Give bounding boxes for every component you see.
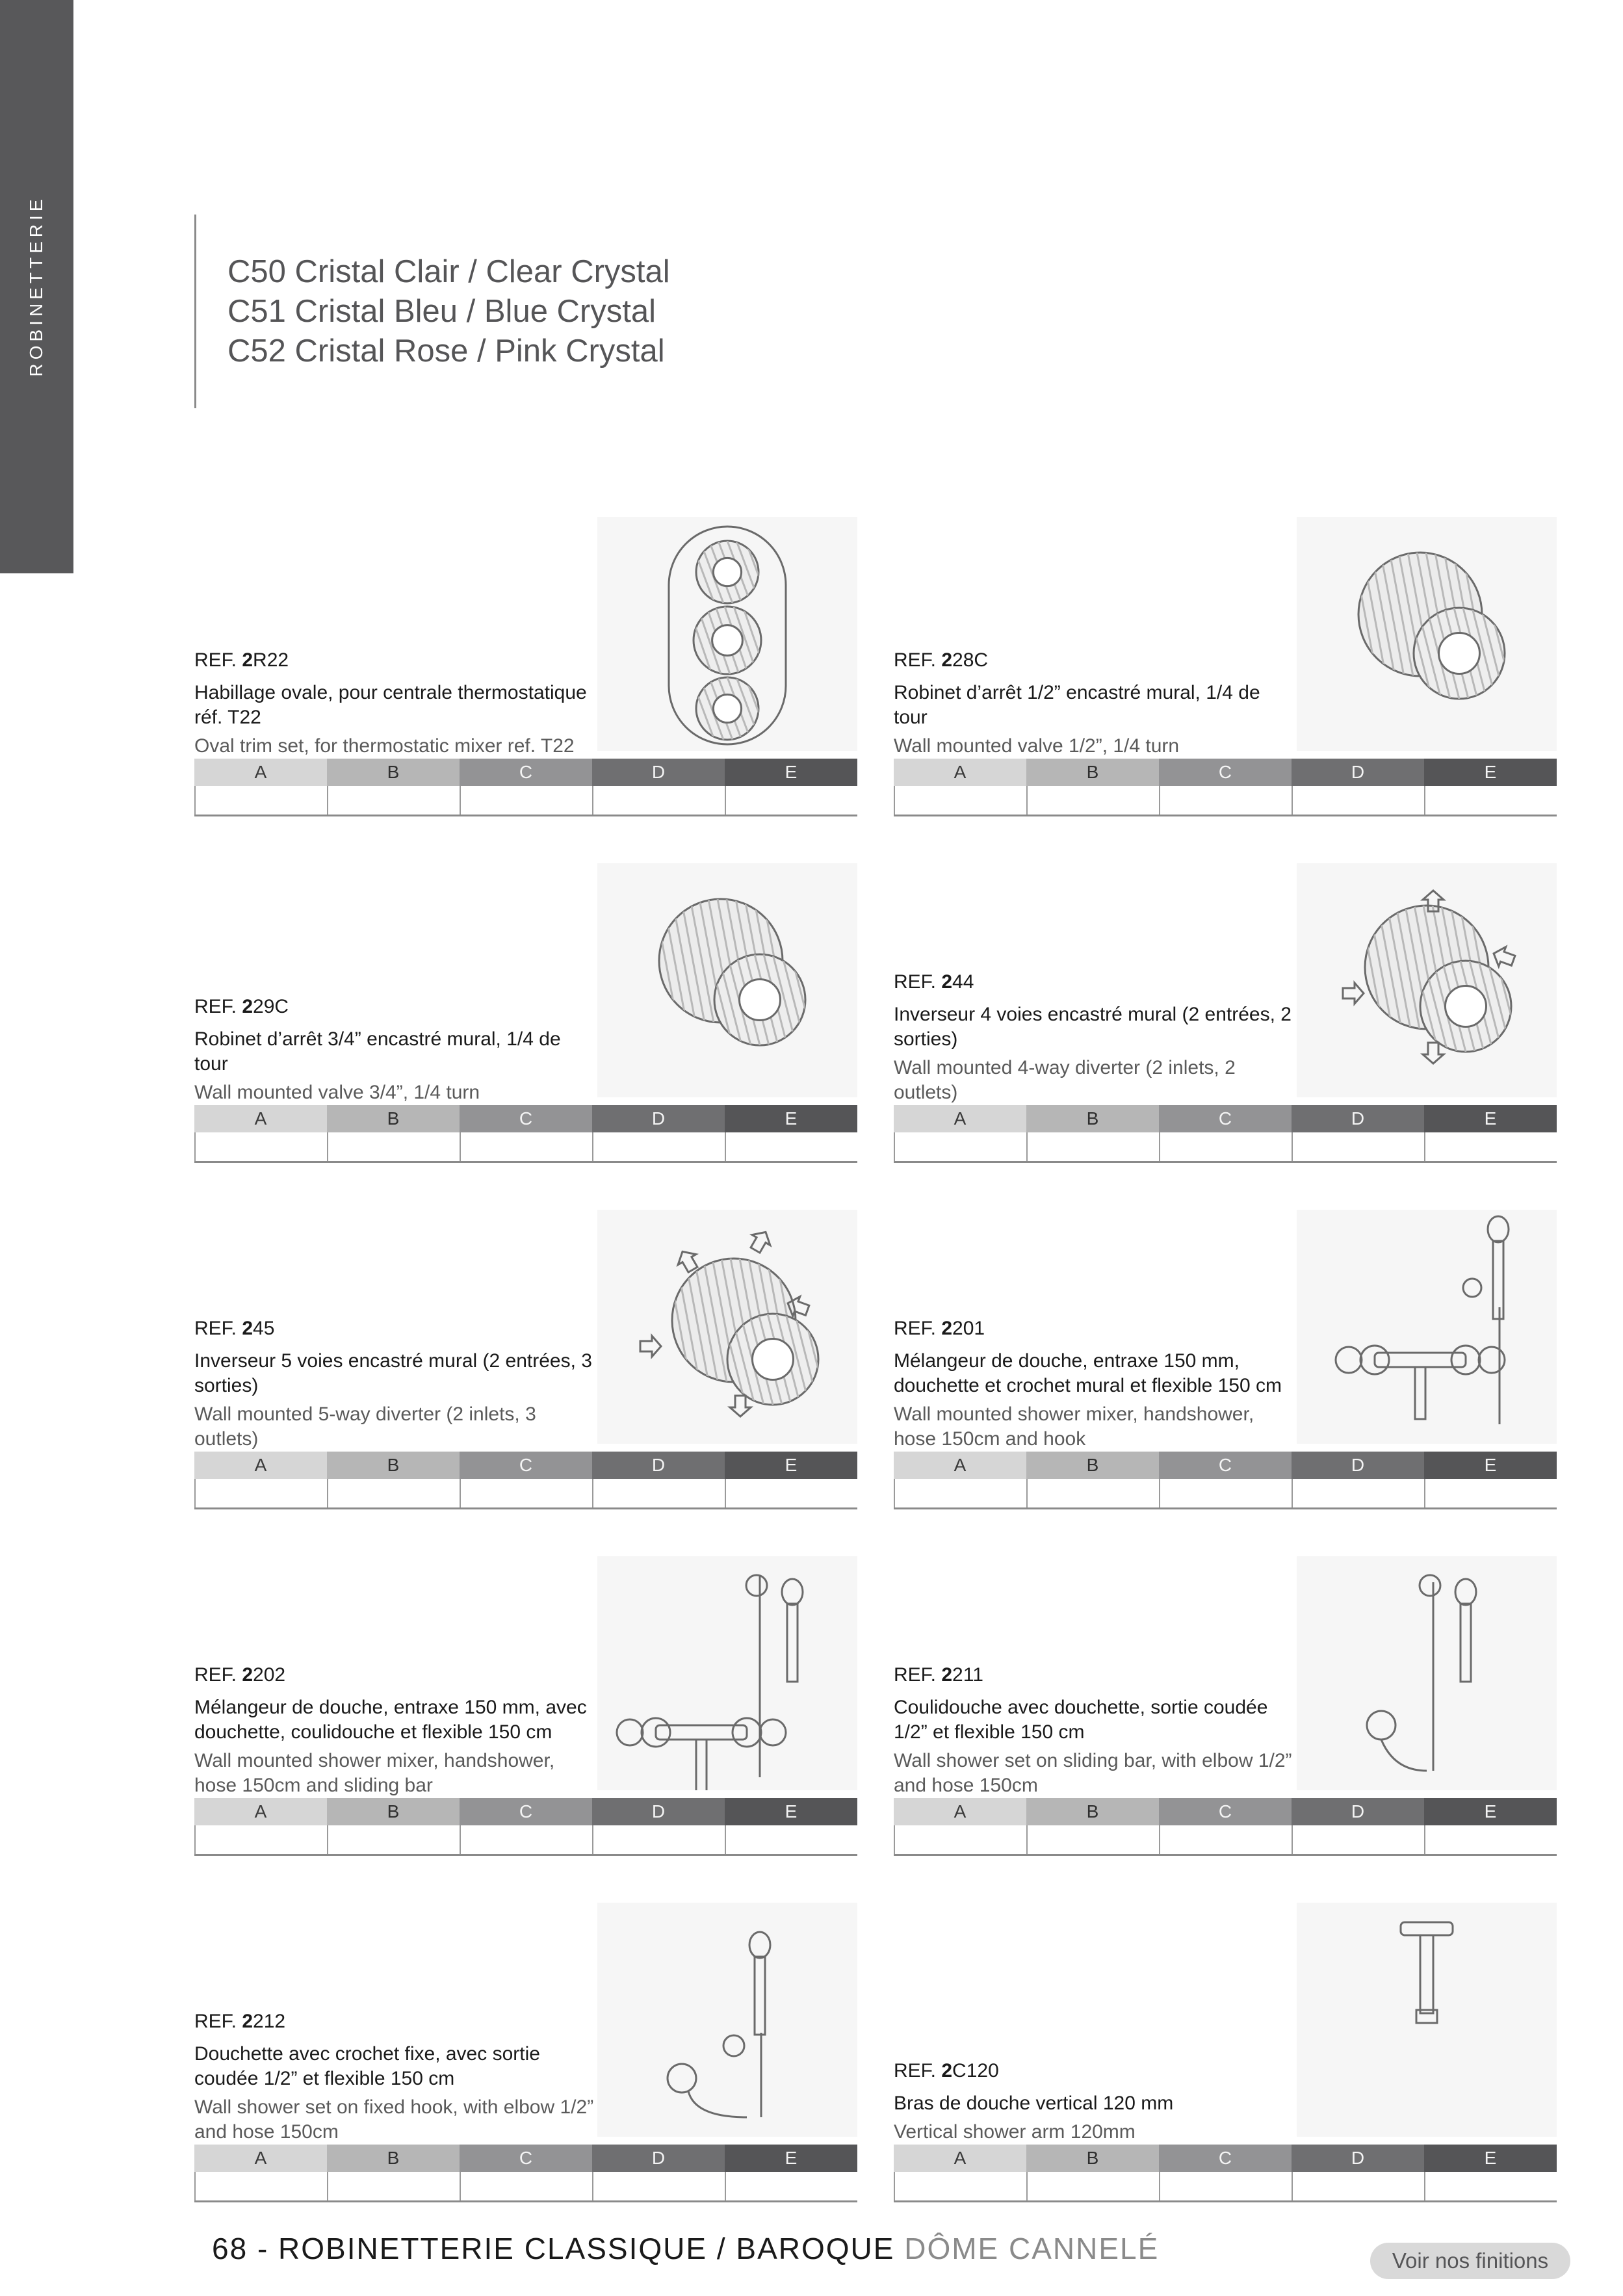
- finish-table: [194, 1798, 857, 1855]
- finish-column-c: C: [1159, 1105, 1292, 1132]
- ref-collection-digit: 2: [242, 2011, 253, 2032]
- finish-cell: [1424, 1825, 1557, 1854]
- finish-column-e: E: [725, 759, 857, 786]
- ref-prefix: REF.: [894, 971, 942, 993]
- finish-column-e: E: [1424, 2145, 1557, 2172]
- ref-code: C120: [952, 2060, 999, 2081]
- finish-column-b: B: [1026, 1105, 1159, 1132]
- product-description-fr: Coulidouche avec douchette, sortie coudée 1/2” et flexible 150 cm: [894, 1697, 1268, 1743]
- finish-cell: [1424, 1479, 1557, 1507]
- finish-column-d: D: [592, 1798, 725, 1825]
- finish-cell: [327, 786, 460, 815]
- finish-cell: [725, 1825, 857, 1854]
- finish-column-a: A: [894, 1452, 1026, 1479]
- product-description-fr: Mélangeur de douche, entraxe 150 mm, douchette et crochet mural et flexible 150 cm: [894, 1350, 1282, 1396]
- shower-arm-icon: [1297, 1903, 1557, 2137]
- ref-prefix: REF.: [194, 649, 242, 671]
- ref-code: 202: [253, 1664, 286, 1686]
- product-description-en: Vertical shower arm 120mm: [894, 2121, 1136, 2143]
- side-tab: [0, 0, 73, 573]
- finish-column-c: C: [460, 1798, 592, 1825]
- finish-column-b: B: [1026, 2145, 1159, 2172]
- finish-column-a: A: [194, 1798, 327, 1825]
- product-description-fr: Habillage ovale, pour centrale thermostatique réf. T22: [194, 682, 587, 728]
- finish-table: [894, 759, 1557, 816]
- ref-collection-digit: 2: [242, 1318, 253, 1339]
- ref-collection-digit: 2: [941, 1664, 953, 1686]
- product-description-fr: Robinet d’arrêt 1/2” encastré mural, 1/4 de tour: [894, 682, 1260, 728]
- finish-table: [194, 1452, 857, 1509]
- finish-cell: [194, 2172, 327, 2200]
- finish-header-row: [194, 1452, 857, 1479]
- ref-collection-digit: 2: [242, 649, 253, 671]
- finish-cell: [725, 1132, 857, 1161]
- finish-column-b: B: [327, 759, 460, 786]
- finish-column-d: D: [592, 2145, 725, 2172]
- footer-collection: DÔME CANNELÉ: [904, 2232, 1160, 2265]
- finish-column-d: D: [1292, 1798, 1424, 1825]
- ref-collection-digit: 2: [242, 996, 253, 1017]
- finish-cell: [460, 1825, 592, 1854]
- product-description-fr: Mélangeur de douche, entraxe 150 mm, avec douchette, coulidouche et flexible 150 cm: [194, 1697, 587, 1743]
- product-image: [1297, 1210, 1557, 1444]
- ref-prefix: REF.: [194, 1664, 242, 1686]
- finish-column-d: D: [1292, 1105, 1424, 1132]
- product-image: [1297, 1556, 1557, 1790]
- product-ref: [894, 648, 1297, 673]
- finish-column-e: E: [1424, 759, 1557, 786]
- finish-cell: [1424, 786, 1557, 815]
- finish-value-row: [194, 2172, 857, 2202]
- product-description-fr: Bras de douche vertical 120 mm: [894, 2093, 1174, 2114]
- finish-column-a: A: [194, 1105, 327, 1132]
- finish-cell: [592, 1479, 725, 1507]
- finish-column-b: B: [327, 1798, 460, 1825]
- finish-column-b: B: [327, 1105, 460, 1132]
- finish-cell: [1424, 1132, 1557, 1161]
- finish-cell: [1026, 1825, 1159, 1854]
- product-text: [194, 2009, 597, 2145]
- finish-table: [194, 1105, 857, 1162]
- finish-column-e: E: [1424, 1105, 1557, 1132]
- finish-column-d: D: [592, 1452, 725, 1479]
- product-ref: [894, 2059, 1297, 2083]
- finish-column-e: E: [725, 1452, 857, 1479]
- ref-code: 29C: [253, 996, 289, 1017]
- finish-header-row: [894, 1105, 1557, 1132]
- finish-cell: [1026, 1132, 1159, 1161]
- finish-value-row: [894, 1479, 1557, 1509]
- finish-cell: [894, 786, 1026, 815]
- product-card-244: [894, 863, 1557, 1162]
- finish-cell: [1292, 786, 1424, 815]
- ref-prefix: REF.: [194, 1318, 242, 1339]
- ref-collection-digit: 2: [941, 649, 953, 671]
- finish-cell: [327, 2172, 460, 2200]
- finish-header-row: [194, 759, 857, 786]
- finish-column-c: C: [460, 1105, 592, 1132]
- product-card-2211: [894, 1556, 1557, 1855]
- finish-value-row: [194, 1479, 857, 1509]
- product-ref: [894, 1316, 1297, 1341]
- wall-valve-icon: [597, 863, 857, 1097]
- product-image: [597, 863, 857, 1097]
- finish-column-e: E: [725, 1798, 857, 1825]
- see-finishes-button[interactable]: Voir nos finitions: [1370, 2243, 1570, 2279]
- finish-column-c: C: [460, 759, 592, 786]
- product-card-2201: [894, 1210, 1557, 1509]
- shower-mixer-bar-icon: [597, 1556, 857, 1790]
- finish-header-row: [894, 759, 1557, 786]
- product-image: [597, 1556, 857, 1790]
- product-image: [597, 517, 857, 751]
- finish-value-row: [194, 1132, 857, 1163]
- finish-value-row: [894, 1132, 1557, 1163]
- product-text: [194, 1316, 597, 1452]
- finish-cell: [725, 2172, 857, 2200]
- product-image: [597, 1210, 857, 1444]
- product-description-fr: Douchette avec crochet fixe, avec sortie coudée 1/2” et flexible 150 cm: [194, 2043, 540, 2089]
- finish-column-e: E: [1424, 1798, 1557, 1825]
- finish-column-d: D: [1292, 759, 1424, 786]
- finish-table: [894, 1452, 1557, 1509]
- finish-cell: [194, 1132, 327, 1161]
- finish-cell: [1292, 1825, 1424, 1854]
- ref-prefix: REF.: [894, 2060, 942, 2081]
- product-description-en: Wall shower set on sliding bar, with elbow 1/2” and hose 150cm: [894, 1750, 1292, 1796]
- ref-collection-digit: 2: [941, 2060, 953, 2081]
- product-image: [1297, 1903, 1557, 2137]
- product-text: [194, 1663, 597, 1798]
- product-card-2c120: [894, 1903, 1557, 2202]
- finish-column-a: A: [194, 759, 327, 786]
- finish-cell: [894, 2172, 1026, 2200]
- finish-cell: [894, 1825, 1026, 1854]
- ref-code: 211: [952, 1664, 983, 1686]
- finish-column-e: E: [725, 2145, 857, 2172]
- product-ref: [194, 648, 597, 673]
- oval-trim-icon: [597, 517, 857, 751]
- finish-cell: [460, 1479, 592, 1507]
- page-footer: [212, 2231, 1159, 2266]
- finish-column-c: C: [460, 1452, 592, 1479]
- product-text: [894, 970, 1297, 1105]
- product-card-2212: [194, 1903, 857, 2202]
- finish-column-b: B: [327, 1452, 460, 1479]
- product-card-2202: [194, 1556, 857, 1855]
- finish-column-e: E: [725, 1105, 857, 1132]
- ref-code: 212: [253, 2011, 286, 2032]
- finish-header-row: [194, 1798, 857, 1825]
- header-line: C51 Cristal Bleu / Blue Crystal: [227, 294, 656, 329]
- finish-cell: [1292, 1132, 1424, 1161]
- finish-value-row: [894, 786, 1557, 816]
- finish-value-row: [194, 1825, 857, 1856]
- finish-cell: [1026, 2172, 1159, 2200]
- finish-column-e: E: [1424, 1452, 1557, 1479]
- finish-value-row: [194, 786, 857, 816]
- finish-column-d: D: [1292, 1452, 1424, 1479]
- product-ref: [894, 970, 1297, 995]
- ref-code: 45: [253, 1318, 275, 1339]
- finish-column-a: A: [194, 2145, 327, 2172]
- product-ref: [194, 2009, 597, 2034]
- finish-cell: [592, 1825, 725, 1854]
- finish-column-a: A: [894, 2145, 1026, 2172]
- finish-cell: [1159, 1825, 1292, 1854]
- product-description-en: Wall mounted 4-way diverter (2 inlets, 2 outlets): [894, 1057, 1236, 1103]
- finish-column-c: C: [460, 2145, 592, 2172]
- finish-column-b: B: [1026, 1798, 1159, 1825]
- ref-prefix: REF.: [894, 649, 942, 671]
- finish-column-a: A: [894, 759, 1026, 786]
- finish-column-d: D: [1292, 2145, 1424, 2172]
- finish-table: [894, 2145, 1557, 2202]
- product-card-2r22: [194, 517, 857, 816]
- finish-value-row: [894, 2172, 1557, 2202]
- finish-cell: [592, 1132, 725, 1161]
- finish-cell: [327, 1825, 460, 1854]
- finish-header-row: [894, 2145, 1557, 2172]
- product-text: [894, 648, 1297, 759]
- product-description-fr: Inverseur 4 voies encastré mural (2 entrées, 2 sorties): [894, 1004, 1292, 1050]
- ref-prefix: REF.: [194, 996, 242, 1017]
- finish-column-c: C: [1159, 2145, 1292, 2172]
- product-description-en: Wall mounted 5-way diverter (2 inlets, 3 outlets): [194, 1403, 536, 1450]
- finish-cell: [327, 1479, 460, 1507]
- product-card-229c: [194, 863, 857, 1162]
- finish-cell: [1159, 2172, 1292, 2200]
- finish-cell: [894, 1132, 1026, 1161]
- finish-column-c: C: [1159, 759, 1292, 786]
- finish-column-d: D: [592, 1105, 725, 1132]
- ref-code: 44: [952, 971, 974, 993]
- finish-cell: [592, 786, 725, 815]
- product-card-245: [194, 1210, 857, 1509]
- diverter-5way-icon: [597, 1210, 857, 1444]
- product-description-en: Wall shower set on fixed hook, with elbow 1/2” and hose 150cm: [194, 2096, 594, 2143]
- ref-collection-digit: 2: [941, 971, 953, 993]
- finish-cell: [1026, 786, 1159, 815]
- finish-column-b: B: [1026, 759, 1159, 786]
- finish-column-b: B: [327, 2145, 460, 2172]
- finish-cell: [725, 786, 857, 815]
- ref-collection-digit: 2: [242, 1664, 253, 1686]
- fixed-hook-set-icon: [597, 1903, 857, 2137]
- product-image: [597, 1903, 857, 2137]
- shower-mixer-hook-icon: [1297, 1210, 1557, 1444]
- product-description-en: Oval trim set, for thermostatic mixer ref. T22: [194, 735, 575, 757]
- product-ref: [194, 1663, 597, 1688]
- product-ref: [194, 995, 597, 1019]
- product-image: [1297, 863, 1557, 1097]
- finish-cell: [327, 1132, 460, 1161]
- finish-cell: [1159, 1479, 1292, 1507]
- finish-cell: [1292, 1479, 1424, 1507]
- finish-column-a: A: [894, 1105, 1026, 1132]
- finish-cell: [1292, 2172, 1424, 2200]
- product-text: [194, 995, 597, 1105]
- product-text: [194, 648, 597, 759]
- product-description-fr: Inverseur 5 voies encastré mural (2 entrées, 3 sorties): [194, 1350, 592, 1396]
- ref-prefix: REF.: [194, 2011, 242, 2032]
- finish-column-c: C: [1159, 1798, 1292, 1825]
- finish-cell: [592, 2172, 725, 2200]
- finish-column-c: C: [1159, 1452, 1292, 1479]
- finish-cell: [1159, 786, 1292, 815]
- finish-cell: [460, 786, 592, 815]
- finish-cell: [460, 2172, 592, 2200]
- ref-code: 201: [952, 1318, 985, 1339]
- wall-valve-icon: [1297, 517, 1557, 751]
- ref-collection-digit: 2: [941, 1318, 953, 1339]
- ref-prefix: REF.: [894, 1664, 942, 1686]
- footer-title: 68 - ROBINETTERIE CLASSIQUE / BAROQUE: [212, 2232, 905, 2265]
- finish-table: [894, 1798, 1557, 1855]
- finish-cell: [894, 1479, 1026, 1507]
- finish-column-b: B: [1026, 1452, 1159, 1479]
- header-line: C50 Cristal Clair / Clear Crystal: [227, 254, 670, 289]
- product-text: [894, 1663, 1297, 1798]
- finish-cell: [1159, 1132, 1292, 1161]
- product-description-en: Wall mounted shower mixer, handshower, hose 150cm and hook: [894, 1403, 1254, 1450]
- product-card-228c: [894, 517, 1557, 816]
- finish-column-a: A: [194, 1452, 327, 1479]
- diverter-4way-icon: [1297, 863, 1557, 1097]
- finish-table: [194, 759, 857, 816]
- finish-cell: [460, 1132, 592, 1161]
- product-description-fr: Robinet d’arrêt 3/4” encastré mural, 1/4 de tour: [194, 1028, 561, 1075]
- finish-column-a: A: [894, 1798, 1026, 1825]
- finish-cell: [1026, 1479, 1159, 1507]
- finish-table: [194, 2145, 857, 2202]
- product-ref: [194, 1316, 597, 1341]
- product-description-en: Wall mounted valve 3/4”, 1/4 turn: [194, 1082, 480, 1103]
- product-ref: [894, 1663, 1297, 1688]
- finish-header-row: [194, 2145, 857, 2172]
- finish-cell: [194, 786, 327, 815]
- ref-code: R22: [253, 649, 289, 671]
- finish-table: [894, 1105, 1557, 1162]
- finish-header-row: [894, 1452, 1557, 1479]
- finish-cell: [725, 1479, 857, 1507]
- finish-column-d: D: [592, 759, 725, 786]
- finish-header: [227, 252, 670, 371]
- finish-header-row: [194, 1105, 857, 1132]
- product-text: [894, 1316, 1297, 1452]
- product-description-en: Wall mounted shower mixer, handshower, hose 150cm and sliding bar: [194, 1750, 555, 1796]
- finish-value-row: [894, 1825, 1557, 1856]
- finish-cell: [1424, 2172, 1557, 2200]
- finish-cell: [194, 1479, 327, 1507]
- finish-cell: [194, 1825, 327, 1854]
- product-text: [894, 2059, 1297, 2145]
- product-image: [1297, 517, 1557, 751]
- side-tab-label: ROBINETTERIE: [26, 195, 46, 377]
- finish-header-row: [894, 1798, 1557, 1825]
- ref-prefix: REF.: [894, 1318, 942, 1339]
- header-line: C52 Cristal Rose / Pink Crystal: [227, 333, 665, 369]
- header-rule: [194, 215, 196, 408]
- sliding-bar-set-icon: [1297, 1556, 1557, 1790]
- ref-code: 28C: [952, 649, 989, 671]
- product-description-en: Wall mounted valve 1/2”, 1/4 turn: [894, 735, 1180, 757]
